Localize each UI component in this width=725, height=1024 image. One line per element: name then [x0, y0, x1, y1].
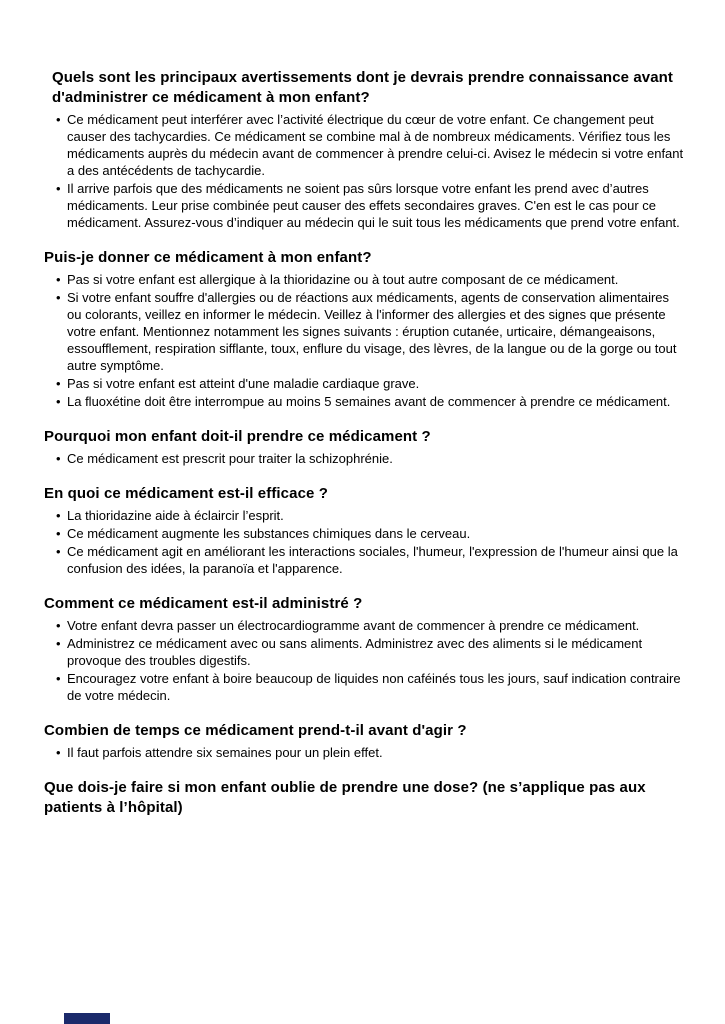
- section-heading: Quels sont les principaux avertissements dont je devrais prendre connaissance avant d'administrer ce médicament à mon enfant?: [52, 69, 674, 106]
- section-heading: Comment ce médicament est-il administré ?: [44, 595, 363, 612]
- section-heading: Pourquoi mon enfant doit-il prendre ce médicament ?: [44, 428, 431, 445]
- bullet-list: [44, 271, 685, 410]
- bullet-item: • Ce médicament agit en améliorant les interactions sociales, l'humeur, l'expression de l'humeur ainsi que la confusion des idées, la paranoïa et l'apparence.: [56, 543, 685, 577]
- section-administration: [44, 594, 685, 704]
- bullet-item: • Votre enfant devra passer un électrocardiogramme avant de commencer à prendre ce médicament.: [56, 617, 685, 634]
- footer-mark: [64, 1013, 110, 1024]
- bullet-item: • Pas si votre enfant est allergique à la thioridazine ou à tout autre composant de ce médicament.: [56, 271, 685, 288]
- section-heading: Puis-je donner ce médicament à mon enfant?: [44, 249, 372, 266]
- bullet-item: • La thioridazine aide à éclaircir l’esprit.: [56, 507, 685, 524]
- bullet-item: • Si votre enfant souffre d'allergies ou de réactions aux médicaments, agents de conservation alimentaires ou colorants, veillez en informer le médecin. Veillez à l'informer des allergies et des signes que présente votre enfant. Mentionnez notamment les signes suivants : éruption cutanée, urticaire, démangeaisons, essoufflement, respiration sifflante, toux, enflure du visage, des lèvres, de la langue ou de la gorge ou tout autre symptôme.: [56, 289, 685, 374]
- section-heading: En quoi ce médicament est-il efficace ?: [44, 485, 328, 502]
- bullet-item: • Encouragez votre enfant à boire beaucoup de liquides non caféinés tous les jours, sauf indication contraire de votre médecin.: [56, 670, 685, 704]
- bullet-list: [44, 111, 685, 231]
- bullet-item: • Ce médicament peut interférer avec l’activité électrique du cœur de votre enfant. Ce changement peut causer des tachycardies. Ce médicament se combine mal à de nombreux médicaments. Vérifiez tous les médicaments auprès du médecin avant de commencer à prendre celui-ci. Avisez le médecin si votre enfant a des antécédents de tachycardie.: [56, 111, 685, 179]
- bullet-list: [44, 507, 685, 577]
- section-can-i-give: [44, 248, 685, 410]
- bullet-list: [44, 744, 685, 761]
- section-heading: Combien de temps ce médicament prend-t-il avant d'agir ?: [44, 722, 467, 739]
- section-effectiveness: [44, 484, 685, 577]
- bullet-item: • Ce médicament est prescrit pour traiter la schizophrénie.: [56, 450, 685, 467]
- bullet-item: • Il faut parfois attendre six semaines pour un plein effet.: [56, 744, 685, 761]
- bullet-item: • Il arrive parfois que des médicaments ne soient pas sûrs lorsque votre enfant les prend avec d’autres médicaments. Leur prise combinée peut causer des effets secondaires graves. C'en est le cas pour ce médicament. Assurez-vous d’indiquer au médecin qui le suit tous les médicaments que prend votre enfant.: [56, 180, 685, 231]
- section-time-to-act: [44, 721, 685, 761]
- section-why-take: [44, 427, 685, 467]
- bullet-item: • La fluoxétine doit être interrompue au moins 5 semaines avant de commencer à prendre ce médicament.: [56, 393, 685, 410]
- bullet-list: [44, 450, 685, 467]
- bullet-item: • Pas si votre enfant est atteint d'une maladie cardiaque grave.: [56, 375, 685, 392]
- section-missed-dose: [44, 778, 685, 818]
- bullet-item: • Ce médicament augmente les substances chimiques dans le cerveau.: [56, 525, 685, 542]
- section-heading: Que dois-je faire si mon enfant oublie de prendre une dose? (ne s’applique pas aux patients à l’hôpital): [44, 779, 646, 816]
- section-warnings: [44, 68, 685, 231]
- bullet-list: [44, 617, 685, 704]
- bullet-item: • Administrez ce médicament avec ou sans aliments. Administrez avec des aliments si le médicament provoque des troubles digestifs.: [56, 635, 685, 669]
